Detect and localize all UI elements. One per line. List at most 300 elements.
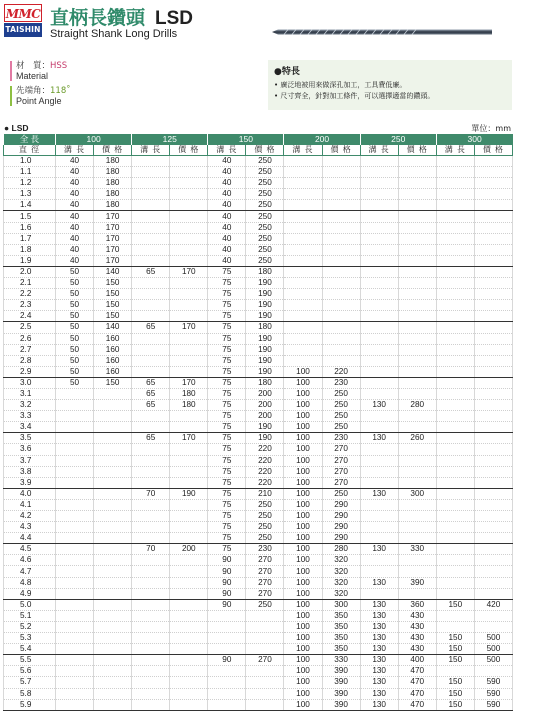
- flute-length-cell: 75: [208, 266, 246, 277]
- flute-length-cell: [436, 344, 474, 355]
- diameter-cell: 1.3: [4, 189, 56, 200]
- price-cell: [398, 388, 436, 399]
- flute-length-cell: 100: [284, 533, 322, 544]
- flute-length-cell: 100: [284, 400, 322, 411]
- price-cell: 230: [246, 544, 284, 555]
- diameter-cell: 3.3: [4, 411, 56, 422]
- flute-length-cell: [436, 621, 474, 632]
- table-row: [4, 400, 513, 411]
- table-row: [4, 633, 513, 644]
- price-cell: 470: [398, 699, 436, 710]
- flute-length-cell: [360, 522, 398, 533]
- price-cell: 250: [322, 400, 360, 411]
- flute-length-header: 溝 長: [436, 145, 474, 156]
- flute-length-cell: 130: [360, 488, 398, 499]
- flute-length-cell: 100: [284, 433, 322, 444]
- sub-header-row: [4, 145, 513, 156]
- price-cell: 140: [94, 266, 132, 277]
- flute-length-cell: [132, 688, 170, 699]
- price-cell: [474, 167, 512, 178]
- price-cell: [474, 244, 512, 255]
- flute-length-cell: [56, 588, 94, 599]
- price-cell: [398, 200, 436, 211]
- diameter-cell: 4.8: [4, 577, 56, 588]
- flute-length-cell: [56, 633, 94, 644]
- price-cell: [170, 577, 208, 588]
- diameter-cell: 4.5: [4, 544, 56, 555]
- flute-length-cell: 130: [360, 666, 398, 677]
- price-cell: [322, 211, 360, 222]
- flute-length-cell: [132, 666, 170, 677]
- diameter-cell: 4.1: [4, 499, 56, 510]
- price-cell: 590: [474, 677, 512, 688]
- price-cell: 390: [322, 688, 360, 699]
- flute-length-cell: [56, 555, 94, 566]
- price-cell: 160: [94, 333, 132, 344]
- logo-mmc: MMC: [4, 4, 42, 22]
- table-row: [4, 167, 513, 178]
- diameter-cell: 1.0: [4, 156, 56, 167]
- flute-length-cell: 75: [208, 322, 246, 333]
- price-cell: [474, 444, 512, 455]
- flute-length-cell: [132, 444, 170, 455]
- price-cell: [398, 300, 436, 311]
- price-cell: [322, 322, 360, 333]
- flute-length-cell: 65: [132, 266, 170, 277]
- flute-length-cell: [284, 300, 322, 311]
- price-header: 價 格: [474, 145, 512, 156]
- price-cell: [322, 266, 360, 277]
- flute-length-cell: 75: [208, 377, 246, 388]
- flute-length-cell: 65: [132, 322, 170, 333]
- flute-length-cell: 75: [208, 411, 246, 422]
- flute-length-cell: [436, 311, 474, 322]
- flute-length-cell: [132, 655, 170, 666]
- price-cell: 150: [94, 311, 132, 322]
- price-cell: 170: [94, 233, 132, 244]
- price-cell: [170, 499, 208, 510]
- flute-length-cell: 100: [284, 511, 322, 522]
- price-cell: [170, 522, 208, 533]
- flute-length-cell: 40: [208, 189, 246, 200]
- price-cell: [398, 156, 436, 167]
- flute-length-cell: 40: [56, 244, 94, 255]
- price-cell: [398, 289, 436, 300]
- flute-length-cell: 100: [284, 477, 322, 488]
- price-cell: [94, 566, 132, 577]
- price-cell: [246, 666, 284, 677]
- diameter-cell: 5.2: [4, 621, 56, 632]
- diameter-cell: 1.8: [4, 244, 56, 255]
- price-cell: 430: [398, 644, 436, 655]
- flute-length-cell: [56, 499, 94, 510]
- price-cell: 170: [170, 433, 208, 444]
- flute-length-cell: [436, 610, 474, 621]
- flute-length-cell: [360, 156, 398, 167]
- price-cell: 300: [398, 488, 436, 499]
- flute-length-cell: 150: [436, 655, 474, 666]
- price-cell: 200: [170, 544, 208, 555]
- price-cell: [170, 511, 208, 522]
- price-cell: 250: [246, 178, 284, 189]
- price-cell: 270: [246, 555, 284, 566]
- flute-length-cell: [56, 511, 94, 522]
- price-cell: [170, 455, 208, 466]
- price-cell: [94, 666, 132, 677]
- flute-length-cell: [360, 588, 398, 599]
- flute-length-cell: [132, 455, 170, 466]
- price-cell: 190: [246, 366, 284, 377]
- table-row: [4, 621, 513, 632]
- flute-length-cell: [436, 333, 474, 344]
- table-row: [4, 466, 513, 477]
- diameter-cell: 4.2: [4, 511, 56, 522]
- flute-length-cell: [436, 156, 474, 167]
- flute-length-cell: 130: [360, 677, 398, 688]
- flute-length-cell: [360, 333, 398, 344]
- diameter-cell: 1.1: [4, 167, 56, 178]
- diameter-cell: 3.1: [4, 388, 56, 399]
- price-cell: [170, 599, 208, 610]
- price-cell: [474, 388, 512, 399]
- price-cell: 270: [246, 577, 284, 588]
- flute-length-cell: [56, 455, 94, 466]
- flute-length-cell: 100: [284, 422, 322, 433]
- price-cell: 300: [322, 599, 360, 610]
- price-header: 價 格: [170, 145, 208, 156]
- flute-length-cell: 40: [208, 200, 246, 211]
- flute-length-header: 溝 長: [208, 145, 246, 156]
- flute-length-cell: [132, 499, 170, 510]
- price-cell: [474, 311, 512, 322]
- flute-length-cell: [132, 211, 170, 222]
- flute-length-cell: 130: [360, 699, 398, 710]
- table-row: [4, 422, 513, 433]
- price-cell: [322, 278, 360, 289]
- diameter-cell: 5.8: [4, 688, 56, 699]
- price-cell: [474, 411, 512, 422]
- material-label: 材 質：: [16, 61, 51, 71]
- flute-length-cell: [56, 655, 94, 666]
- flute-length-cell: [208, 677, 246, 688]
- price-cell: [170, 244, 208, 255]
- flute-length-cell: 100: [284, 577, 322, 588]
- table-row: [4, 289, 513, 300]
- price-cell: [398, 244, 436, 255]
- flute-length-cell: 40: [56, 156, 94, 167]
- flute-length-cell: 90: [208, 599, 246, 610]
- diameter-cell: 4.6: [4, 555, 56, 566]
- price-cell: 250: [246, 255, 284, 266]
- price-header: 價 格: [94, 145, 132, 156]
- price-cell: [398, 355, 436, 366]
- flute-length-cell: [436, 433, 474, 444]
- flute-length-cell: [56, 599, 94, 610]
- table-row: [4, 433, 513, 444]
- price-cell: 470: [398, 666, 436, 677]
- price-cell: [246, 699, 284, 710]
- flute-length-cell: [436, 266, 474, 277]
- table-row: [4, 156, 513, 167]
- flute-length-cell: 75: [208, 333, 246, 344]
- flute-length-cell: [132, 289, 170, 300]
- price-cell: 220: [246, 455, 284, 466]
- price-cell: 180: [94, 189, 132, 200]
- price-cell: [398, 167, 436, 178]
- flute-length-cell: [132, 233, 170, 244]
- price-cell: 170: [94, 211, 132, 222]
- flute-length-cell: 90: [208, 577, 246, 588]
- table-row: [4, 200, 513, 211]
- flute-length-cell: [132, 366, 170, 377]
- price-cell: [474, 666, 512, 677]
- length-group-header: 125: [132, 134, 208, 145]
- flute-length-cell: [56, 644, 94, 655]
- flute-length-cell: [436, 555, 474, 566]
- flute-length-cell: [360, 388, 398, 399]
- flute-length-cell: [436, 322, 474, 333]
- flute-length-cell: [56, 577, 94, 588]
- flute-length-cell: [436, 178, 474, 189]
- price-cell: 270: [246, 655, 284, 666]
- brand-logo: [4, 4, 42, 37]
- flute-length-cell: [436, 666, 474, 677]
- price-cell: [398, 211, 436, 222]
- flute-length-cell: [436, 488, 474, 499]
- flute-length-cell: 130: [360, 577, 398, 588]
- price-cell: [474, 566, 512, 577]
- table-row: [4, 377, 513, 388]
- flute-length-cell: [360, 266, 398, 277]
- price-cell: 140: [94, 322, 132, 333]
- flute-length-cell: 50: [56, 300, 94, 311]
- flute-length-cell: [132, 477, 170, 488]
- price-cell: [474, 544, 512, 555]
- price-cell: [474, 300, 512, 311]
- flute-length-cell: 75: [208, 511, 246, 522]
- price-cell: [170, 189, 208, 200]
- price-cell: [170, 699, 208, 710]
- flute-length-cell: [360, 189, 398, 200]
- flute-length-cell: 75: [208, 533, 246, 544]
- price-cell: 320: [322, 555, 360, 566]
- flute-length-cell: [436, 366, 474, 377]
- price-cell: [398, 311, 436, 322]
- price-cell: [94, 610, 132, 621]
- price-cell: [94, 588, 132, 599]
- flute-length-cell: 75: [208, 466, 246, 477]
- price-cell: [94, 533, 132, 544]
- flute-length-cell: [360, 178, 398, 189]
- flute-length-cell: [436, 233, 474, 244]
- flute-length-cell: [208, 688, 246, 699]
- total-length-header: 全 長: [4, 134, 56, 145]
- price-cell: [170, 566, 208, 577]
- diameter-cell: 2.7: [4, 344, 56, 355]
- price-cell: 160: [94, 344, 132, 355]
- price-cell: [322, 189, 360, 200]
- price-cell: [474, 533, 512, 544]
- flute-length-cell: [436, 300, 474, 311]
- price-cell: [246, 633, 284, 644]
- flute-length-cell: 100: [284, 555, 322, 566]
- price-cell: 270: [246, 588, 284, 599]
- diameter-cell: 3.5: [4, 433, 56, 444]
- table-row: [4, 533, 513, 544]
- flute-length-cell: [132, 422, 170, 433]
- diameter-cell: 1.2: [4, 178, 56, 189]
- flute-length-cell: 100: [284, 444, 322, 455]
- flute-length-cell: [132, 278, 170, 289]
- price-cell: [94, 388, 132, 399]
- price-cell: [398, 522, 436, 533]
- price-cell: [94, 455, 132, 466]
- flute-length-cell: [132, 577, 170, 588]
- table-row: [4, 322, 513, 333]
- price-cell: [398, 255, 436, 266]
- price-cell: [398, 588, 436, 599]
- price-cell: 180: [170, 388, 208, 399]
- flute-length-cell: 150: [436, 599, 474, 610]
- flute-length-cell: [56, 433, 94, 444]
- price-cell: [474, 400, 512, 411]
- price-cell: 180: [246, 322, 284, 333]
- price-cell: [170, 300, 208, 311]
- flute-length-cell: 50: [56, 344, 94, 355]
- price-cell: [474, 455, 512, 466]
- price-cell: [94, 644, 132, 655]
- flute-length-cell: [360, 255, 398, 266]
- flute-length-cell: 100: [284, 621, 322, 632]
- flute-length-cell: 75: [208, 544, 246, 555]
- flute-length-cell: [56, 388, 94, 399]
- diameter-cell: 2.4: [4, 311, 56, 322]
- flute-length-cell: 75: [208, 422, 246, 433]
- flute-length-cell: [360, 455, 398, 466]
- length-group-header: 100: [56, 134, 132, 145]
- price-cell: [474, 555, 512, 566]
- price-cell: [94, 633, 132, 644]
- price-cell: 500: [474, 633, 512, 644]
- price-cell: 270: [246, 566, 284, 577]
- title-chinese: 直柄長鑽頭: [50, 7, 146, 29]
- price-cell: [398, 477, 436, 488]
- price-cell: 470: [398, 688, 436, 699]
- price-cell: [322, 178, 360, 189]
- price-cell: [246, 688, 284, 699]
- flute-length-cell: [132, 355, 170, 366]
- price-cell: [474, 488, 512, 499]
- price-cell: [170, 422, 208, 433]
- diameter-cell: 5.0: [4, 599, 56, 610]
- price-cell: [170, 588, 208, 599]
- flute-length-cell: [132, 599, 170, 610]
- table-row: [4, 599, 513, 610]
- page-subtitle: Straight Shank Long Drills: [50, 28, 178, 40]
- flute-length-cell: 75: [208, 366, 246, 377]
- price-cell: [170, 278, 208, 289]
- flute-length-cell: 75: [208, 522, 246, 533]
- flute-length-cell: [56, 488, 94, 499]
- angle-label: 先端角：: [16, 86, 51, 96]
- flute-length-cell: 65: [132, 400, 170, 411]
- table-row: [4, 344, 513, 355]
- table-row: [4, 610, 513, 621]
- table-row: [4, 266, 513, 277]
- price-cell: 320: [322, 577, 360, 588]
- price-cell: [474, 422, 512, 433]
- price-cell: 170: [170, 377, 208, 388]
- price-cell: [474, 266, 512, 277]
- flute-length-cell: [436, 377, 474, 388]
- flute-length-cell: 130: [360, 610, 398, 621]
- flute-length-cell: [436, 222, 474, 233]
- flute-length-cell: 130: [360, 644, 398, 655]
- flute-length-cell: [56, 566, 94, 577]
- flute-length-cell: 130: [360, 655, 398, 666]
- flute-length-cell: 40: [56, 255, 94, 266]
- table-title: ● LSD: [4, 123, 29, 133]
- material-spec: [10, 61, 67, 81]
- price-cell: 230: [322, 377, 360, 388]
- price-cell: [474, 477, 512, 488]
- flute-length-cell: [132, 311, 170, 322]
- price-cell: 590: [474, 699, 512, 710]
- price-cell: 350: [322, 610, 360, 621]
- diameter-cell: 3.0: [4, 377, 56, 388]
- flute-length-cell: 100: [284, 677, 322, 688]
- flute-length-cell: [56, 411, 94, 422]
- features-box: [268, 60, 512, 110]
- flute-length-cell: [360, 211, 398, 222]
- flute-length-cell: [360, 200, 398, 211]
- price-cell: [94, 499, 132, 510]
- flute-length-cell: [436, 211, 474, 222]
- price-cell: 390: [398, 577, 436, 588]
- diameter-cell: 3.6: [4, 444, 56, 455]
- price-cell: 250: [246, 222, 284, 233]
- price-cell: [474, 511, 512, 522]
- flute-length-cell: [284, 322, 322, 333]
- diameter-cell: 5.4: [4, 644, 56, 655]
- flute-length-cell: 50: [56, 289, 94, 300]
- price-cell: [170, 466, 208, 477]
- flute-length-cell: 40: [56, 178, 94, 189]
- diameter-cell: 1.9: [4, 255, 56, 266]
- diameter-cell: 3.7: [4, 455, 56, 466]
- feature-item: • 廣泛地被用來做深孔加工，工具費低廉。: [274, 80, 506, 91]
- price-header: 價 格: [398, 145, 436, 156]
- flute-length-cell: [360, 555, 398, 566]
- diameter-cell: 4.0: [4, 488, 56, 499]
- price-cell: 330: [398, 544, 436, 555]
- flute-length-cell: [360, 422, 398, 433]
- flute-length-cell: [284, 200, 322, 211]
- price-cell: 190: [246, 311, 284, 322]
- flute-length-cell: [132, 255, 170, 266]
- price-cell: 290: [322, 511, 360, 522]
- price-cell: [474, 156, 512, 167]
- flute-length-cell: 150: [436, 677, 474, 688]
- table-row: [4, 244, 513, 255]
- flute-length-cell: [132, 699, 170, 710]
- flute-length-cell: 75: [208, 455, 246, 466]
- flute-length-cell: 75: [208, 444, 246, 455]
- price-cell: 170: [170, 322, 208, 333]
- price-cell: [170, 411, 208, 422]
- flute-length-cell: [208, 699, 246, 710]
- price-cell: [398, 444, 436, 455]
